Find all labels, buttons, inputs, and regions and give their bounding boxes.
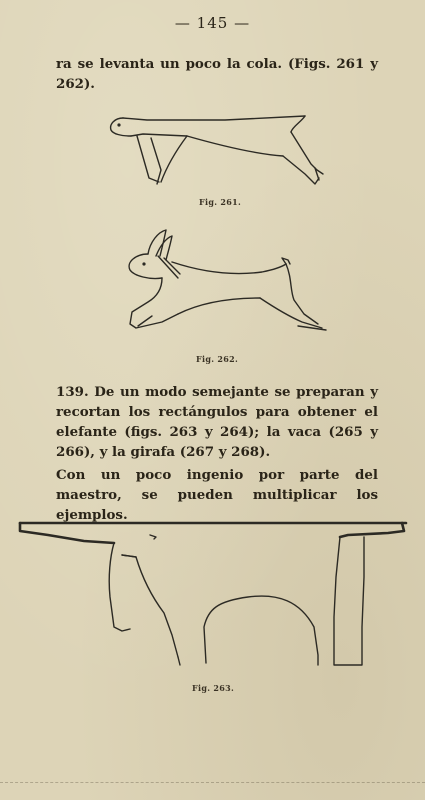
figure-263-caption: Fig. 263. [192,683,235,693]
figure-263-elephant-illustration [18,517,410,677]
figure-262-caption: Fig. 262. [196,354,239,364]
paragraph-examples: Con un poco ingenio por parte del maestro, se pueden multiplicar los ejemplos. [56,467,378,523]
figure-261-caption: Fig. 261. [199,197,242,207]
figure-262-rabbit-illustration [122,228,332,338]
page-edge-divider [0,782,425,783]
figure-261-dog-illustration [105,108,330,193]
paragraph-139 [56,382,378,462]
page-number: — 145 — [174,14,251,32]
paragraph-continuation: ra se levanta un poco la cola. (Figs. 261 y 262). [56,56,378,92]
paragraph-139-text: De un modo semejante se preparan y recortan los rectángulos para obtener el elefante (figs. 263 y 264); la vaca (265 y 266), y la girafa (267 y 268). [56,384,378,460]
paragraph-number: 139. [56,384,89,400]
